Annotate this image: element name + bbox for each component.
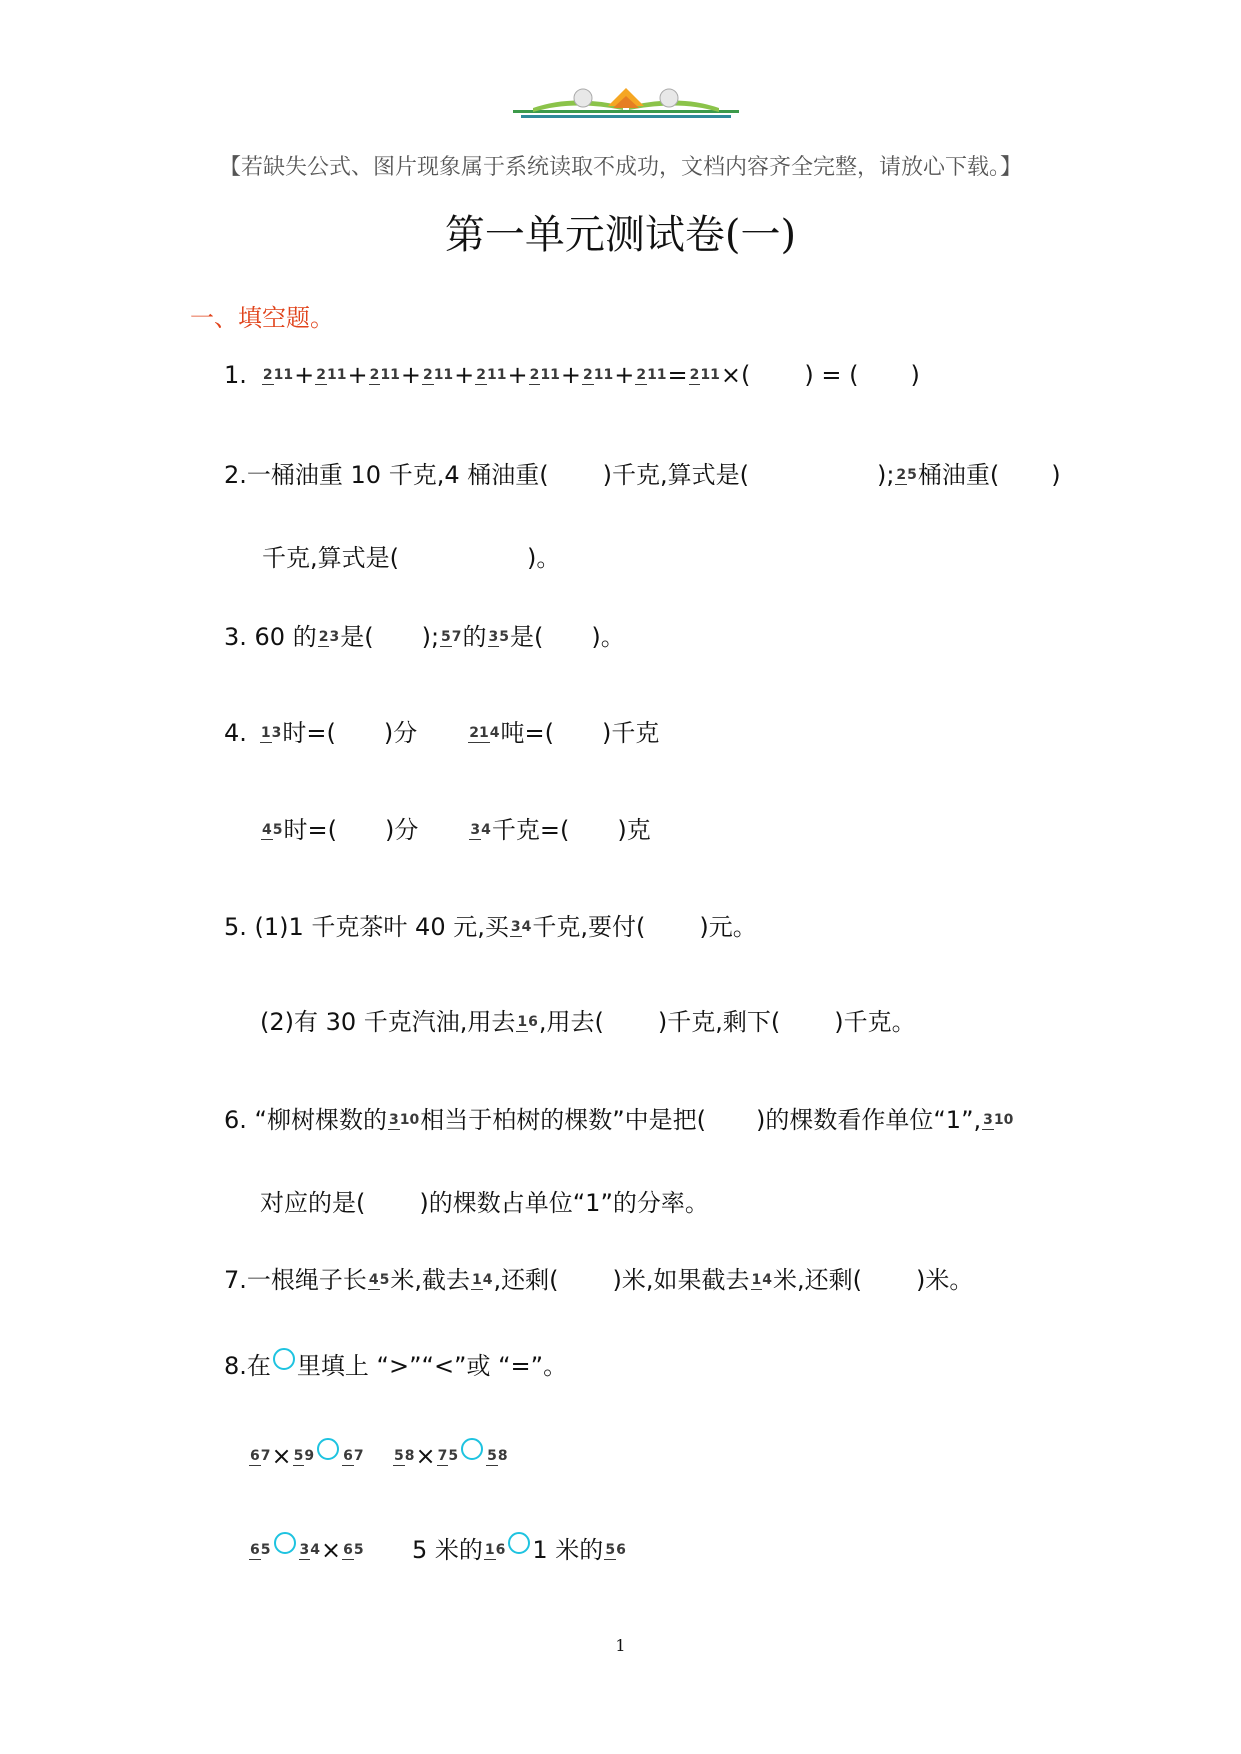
question-1: 1. 211 + 211 + 211 + 211 + 211 + 211 + 211 + 211 = 211 ×( ) = ( ) xyxy=(224,355,920,395)
fraction: 214 xyxy=(469,725,500,741)
fraction: 57 xyxy=(441,629,462,645)
fraction: 45 xyxy=(368,1272,390,1288)
fraction: 211 xyxy=(476,367,507,383)
question-5: 5. (1)1 千克茶叶 40 元,买 34 千克,要付( )元。 xyxy=(224,913,757,941)
fraction: 211 xyxy=(582,367,614,383)
fraction: 58 xyxy=(394,1448,415,1464)
question-6-cont: 对应的是( )的棵数占单位“1”的分率。 xyxy=(260,1189,709,1217)
fraction: 65 xyxy=(343,1542,364,1558)
fraction: 211 xyxy=(316,367,347,383)
compare-item-2: 58 × 75 58 xyxy=(392,1436,509,1476)
fraction: 310 xyxy=(388,1112,420,1128)
fraction: 67 xyxy=(250,1448,271,1464)
fraction: 211 xyxy=(529,367,560,383)
fraction: 34 xyxy=(299,1542,320,1558)
fraction: 56 xyxy=(605,1542,626,1558)
fraction: 35 xyxy=(488,629,510,645)
compare-circle[interactable] xyxy=(508,1532,530,1554)
fraction: 211 xyxy=(636,367,667,383)
fraction: 75 xyxy=(437,1448,459,1464)
compare-circle[interactable] xyxy=(274,1532,296,1554)
fraction: 65 xyxy=(250,1542,271,1558)
fraction: 67 xyxy=(343,1448,364,1464)
fraction: 58 xyxy=(487,1448,508,1464)
question-3: 3. 60 的 23 是( ); 57 的 35 是( )。 xyxy=(224,623,625,651)
fraction: 14 xyxy=(472,1272,493,1288)
fraction: 211 xyxy=(422,367,454,383)
question-number: 1. xyxy=(224,361,247,389)
compare-circle[interactable] xyxy=(317,1438,339,1460)
question-5-part-2: (2)有 30 千克汽油,用去 16 ,用去( )千克,剩下( )千克。 xyxy=(260,1008,916,1036)
book-logo-icon xyxy=(513,86,739,122)
compare-circle[interactable] xyxy=(461,1438,483,1460)
fraction: 211 xyxy=(262,367,294,383)
page-number: 1 xyxy=(615,1636,626,1655)
question-2-cont: 千克,算式是( )。 xyxy=(262,544,561,572)
question-8: 8.在 里填上 “>”“<”或 “=”。 xyxy=(224,1346,567,1386)
compare-item-1: 67 × 59 67 xyxy=(248,1436,365,1476)
fraction: 59 xyxy=(293,1448,315,1464)
circle-icon xyxy=(273,1348,295,1370)
fraction: 14 xyxy=(751,1272,773,1288)
fraction: 211 xyxy=(369,367,400,383)
publisher-logo xyxy=(513,86,739,122)
question-6: 6. “柳树棵数的 310 相当于柏树的棵数”中是把( )的棵数看作单位“1”, 310 xyxy=(224,1106,1014,1134)
section-heading: 一、填空题。 xyxy=(190,304,334,332)
fraction: 25 xyxy=(896,467,917,483)
fraction: 23 xyxy=(318,629,340,645)
fraction: 13 xyxy=(260,725,282,741)
fraction: 310 xyxy=(983,1112,1014,1128)
fraction: 16 xyxy=(484,1542,506,1558)
fraction: 34 xyxy=(510,919,532,935)
fraction: 45 xyxy=(262,822,283,838)
question-7: 7.一根绳子长 45 米,截去 14 ,还剩( )米,如果截去 14 米,还剩( )米。 xyxy=(224,1266,974,1294)
fraction: 34 xyxy=(470,822,491,838)
question-4: 4. 13 时=( )分 214 吨=( )千克 xyxy=(224,719,660,747)
question-2: 2.一桶油重 10 千克,4 桶油重( )千克,算式是( ); 25 桶油重( ) xyxy=(224,461,1061,489)
download-notice: 【若缺失公式、图片现象属于系统读取不成功，文档内容齐全完整，请放心下载。】 xyxy=(218,155,1022,180)
compare-item-4: 5 米的 16 1 米的 56 xyxy=(412,1530,627,1570)
fraction: 211 xyxy=(689,367,720,383)
page-title: 第一单元测试卷(一) xyxy=(444,212,797,258)
compare-item-3: 65 34 × 65 xyxy=(248,1530,365,1570)
fraction: 16 xyxy=(517,1014,538,1030)
question-4-cont: 45 时=( )分 34 千克=( )克 xyxy=(262,816,651,844)
